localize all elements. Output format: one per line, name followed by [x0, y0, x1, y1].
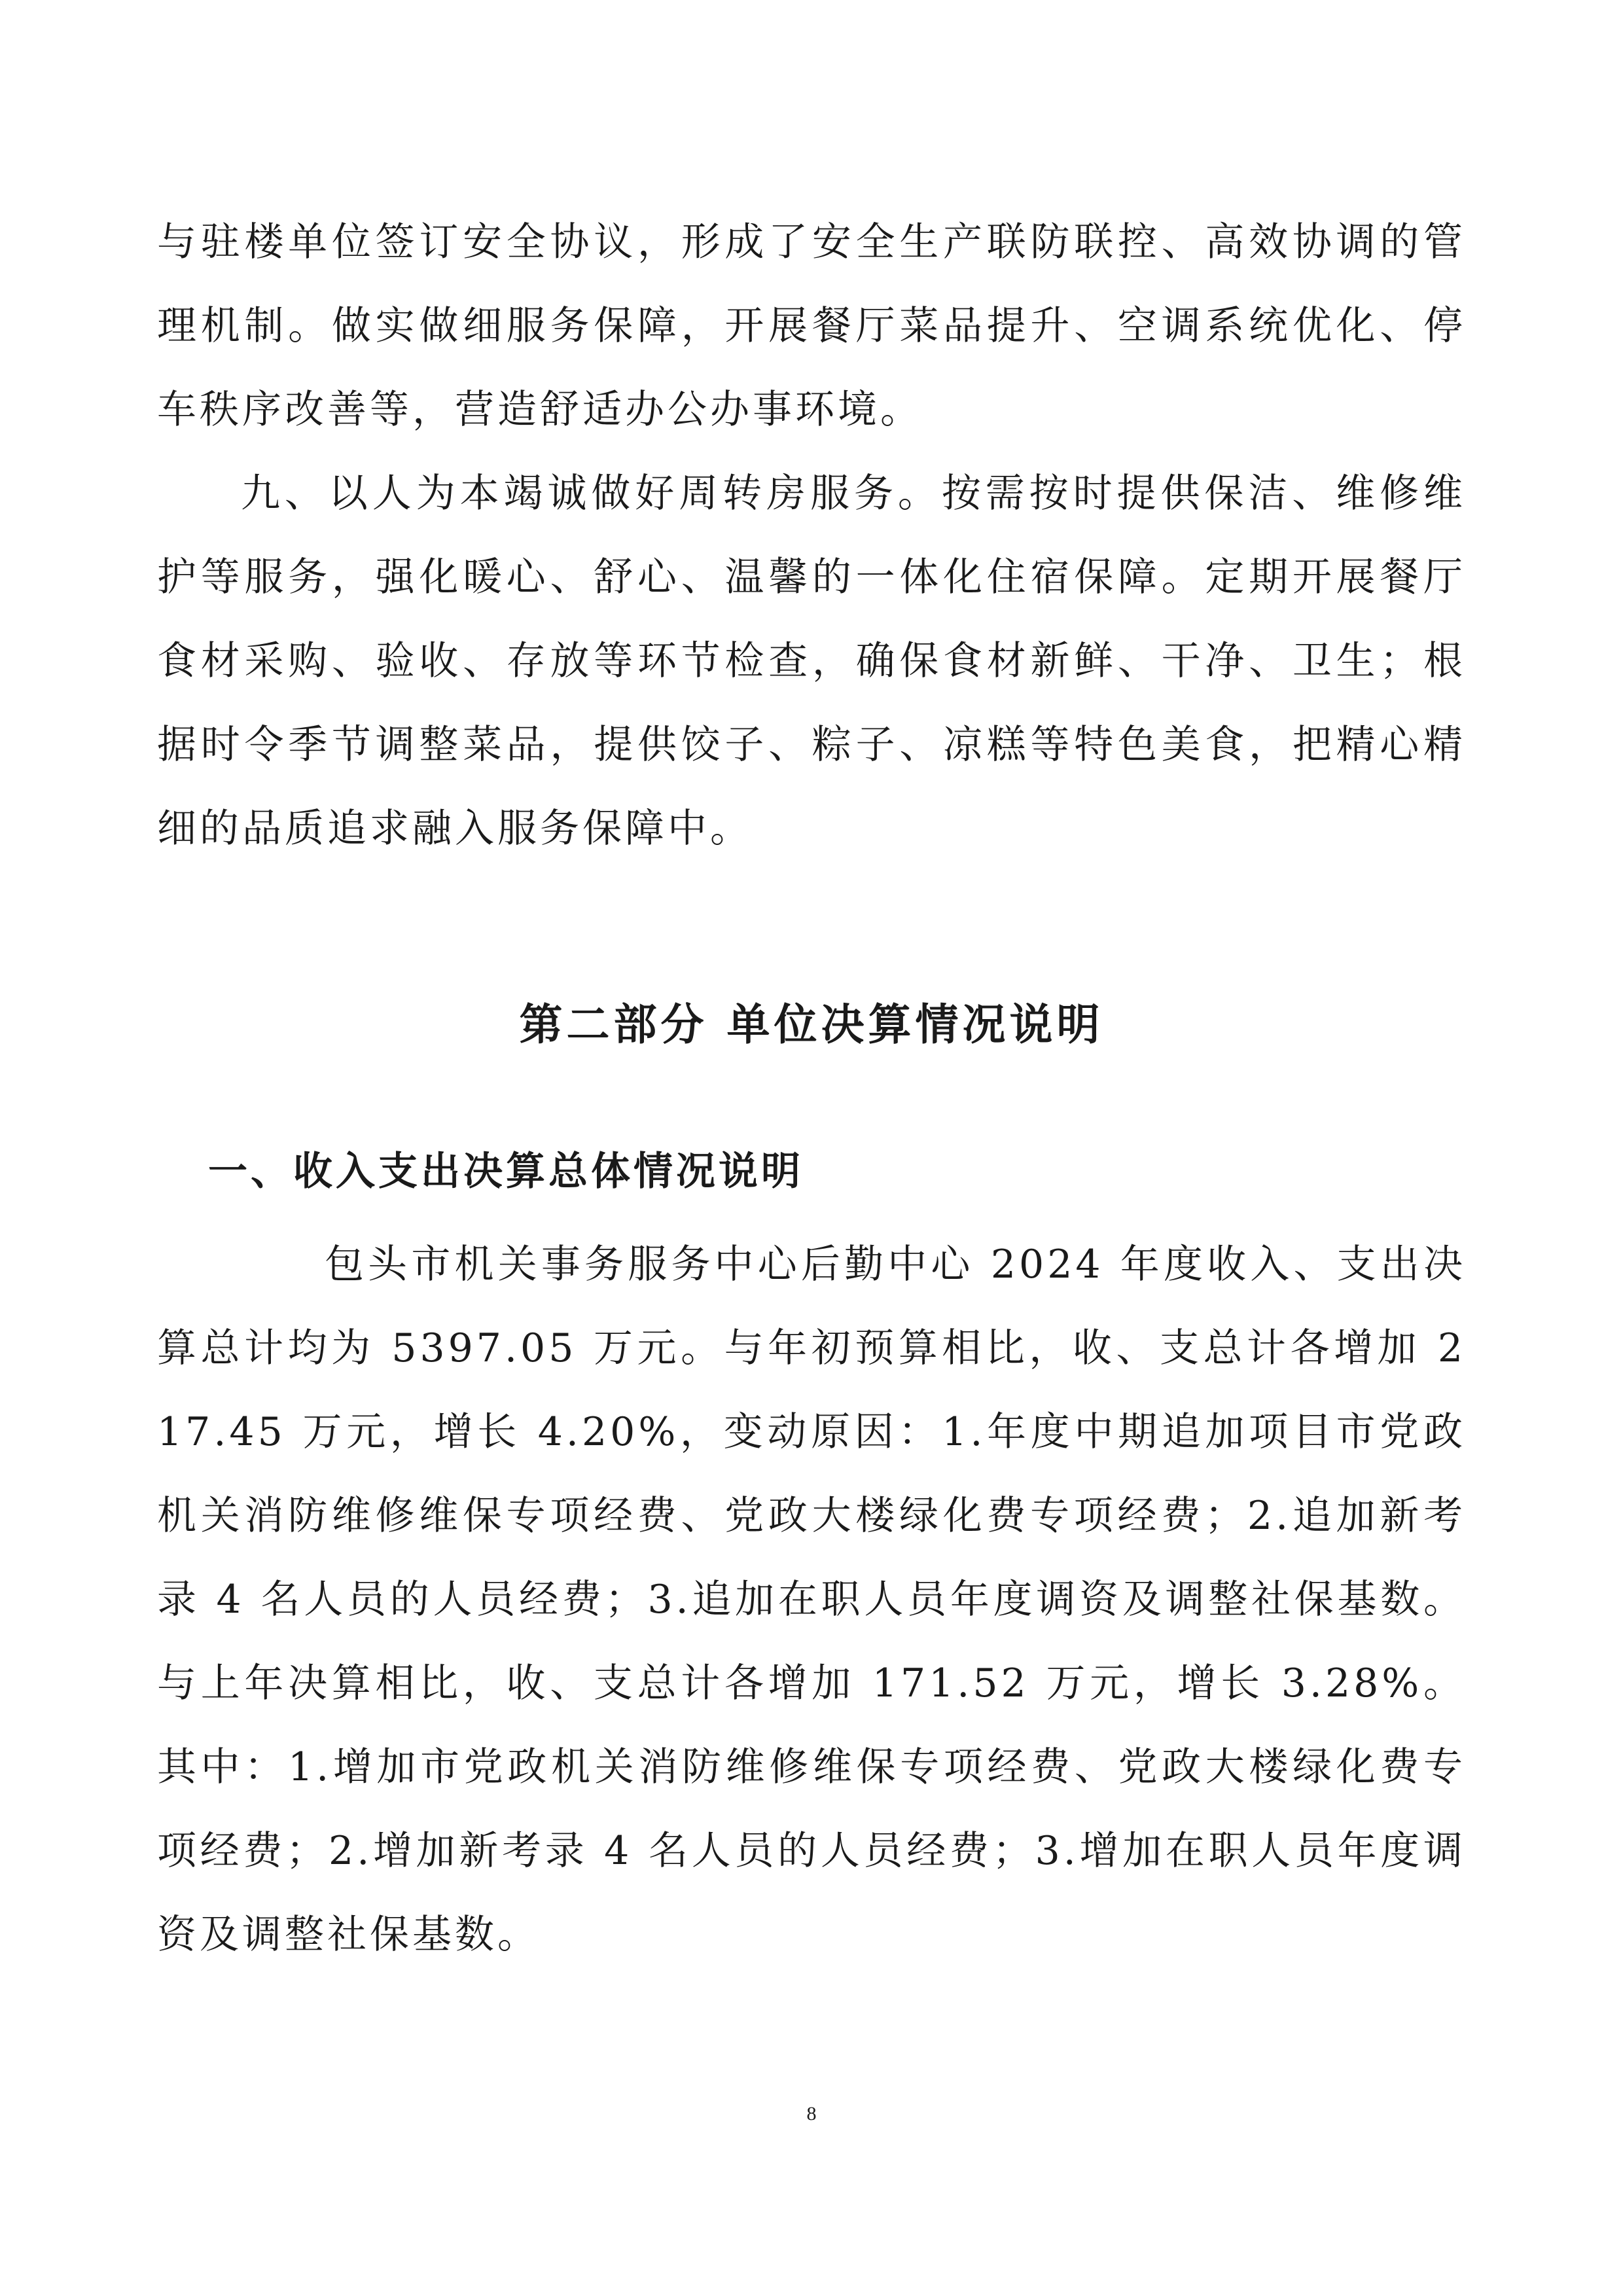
item-nine-paragraph: 九、以人为本竭诚做好周转房服务。按需按时提供保洁、维修维护等服务，强化暖心、舒心、温馨的一体化住宿保障。定期开展餐厅食材采购、验收、存放等环节检查，确保食材新鲜、干净、卫生；根据时令季节调整菜品，提供饺子、粽子、凉糕等特色美食，把精心精细的品质追求融入服务保障中。 — [157, 471, 1466, 852]
continuation-paragraph: 与驻楼单位签订安全协议，形成了安全生产联防联控、高效协调的管理机制。做实做细服务保障，开展餐厅菜品提升、空调系统优化、停车秩序改善等，营造舒适办公办事环境。 — [157, 219, 1466, 433]
part-heading: 第二部分 单位决算情况说明 — [519, 999, 1104, 1050]
summary-text-block — [157, 1223, 1466, 1977]
item-nine-text-block — [157, 452, 1466, 870]
continuation-text-block — [157, 200, 1466, 452]
section-heading: 一、收入支出决算总体情况说明 — [208, 1149, 804, 1194]
summary-paragraph: 包头市机关事务服务中心后勤中心 2024 年度收入、支出决算总计均为 5397.05 万元。与年初预算相比，收、支总计各增加 217.45 万元，增长 4.20%，变动原因：1.年度中期追加项目市党政机关消防维修维保专项经费、党政大楼绿化费专项经费；2.追加新考录 4 名人员的人员经费；3.追加在职人员年度调资及调整社保基数。与上年决算相比，收、支总计各增加 171.52 万元，增长 3.28%。其中：1.增加市党政机关消防维修维保专项经费、党政大楼绿化费专项经费；2.增加新考录 4 名人员的人员经费；3.增加在职人员年度调资及调整社保基数。 — [157, 1242, 1466, 1958]
page-number: 8 — [806, 2103, 817, 2125]
